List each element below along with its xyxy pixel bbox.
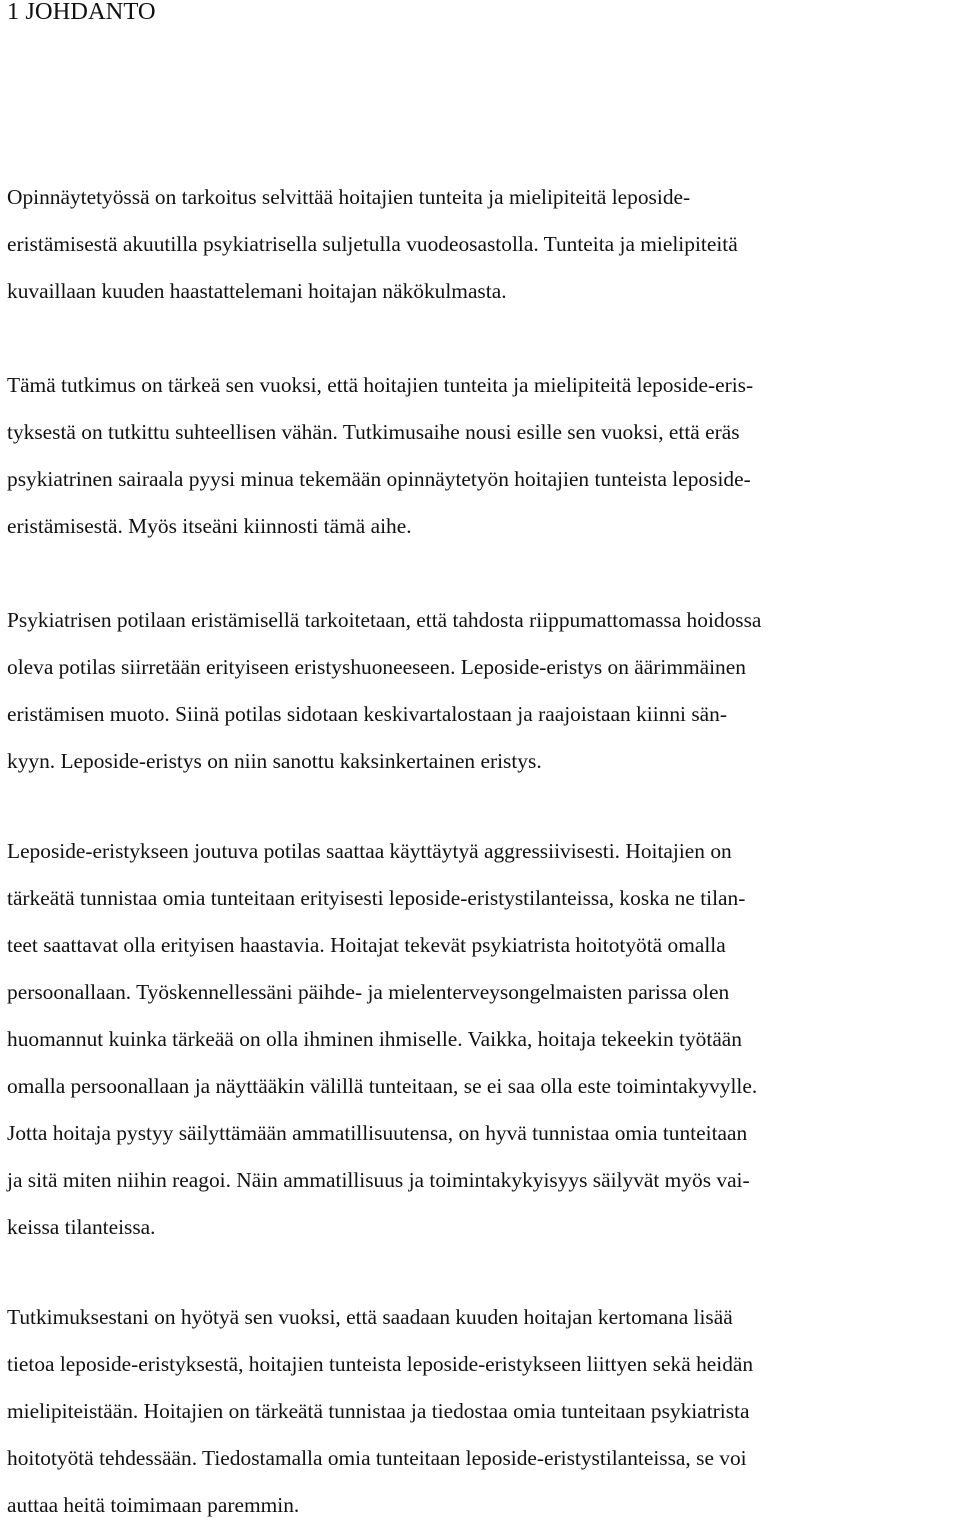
text-line: omalla persoonallaan ja näyttääkin välillä tunteitaan, se ei saa olla este toimintakyvylle. <box>7 1074 758 1098</box>
text-line: mielipiteistään. Hoitajien on tärkeätä tunnistaa ja tiedostaa omia tunteitaan psykiatrista <box>7 1399 750 1423</box>
chapter-heading: 1 JOHDANTO <box>7 0 156 25</box>
text-line: auttaa heitä toimimaan paremmin. <box>7 1493 300 1517</box>
text-line: Tämä tutkimus on tärkeä sen vuoksi, että hoitajien tunteita ja mielipiteitä leposide-eris- <box>7 373 754 397</box>
text-line: tärkeätä tunnistaa omia tunteitaan erityisesti leposide-eristystilanteissa, koska ne tilan- <box>7 886 746 910</box>
paragraph-5 <box>7 1294 753 1529</box>
text-line: psykiatrinen sairaala pyysi minua tekemään opinnäytetyön hoitajien tunteista leposide- <box>7 467 751 491</box>
text-line: kyyn. Leposide-eristys on niin sanottu kaksinkertainen eristys. <box>7 749 542 773</box>
text-line: tietoa leposide-eristyksestä, hoitajien tunteista leposide-eristykseen liittyen sekä heidän <box>7 1352 754 1376</box>
text-line: eristämisestä. Myös itseäni kiinnosti tämä aihe. <box>7 514 412 538</box>
text-line: huomannut kuinka tärkeää on olla ihminen ihmiselle. Vaikka, hoitaja tekeekin työtään <box>7 1027 742 1051</box>
text-line: keissa tilanteissa. <box>7 1215 156 1239</box>
text-line: tyksestä on tutkittu suhteellisen vähän. Tutkimusaihe nousi esille sen vuoksi, että eräs <box>7 420 740 444</box>
text-line: teet saattavat olla erityisen haastavia. Hoitajat tekevät psykiatrista hoitotyötä omalla <box>7 933 726 957</box>
text-line: eristämisen muoto. Siinä potilas sidotaan keskivartalostaan ja raajoistaan kiinni sän- <box>7 702 727 726</box>
text-line: persoonallaan. Työskennellessäni päihde- ja mielenterveysongelmaisten parissa olen <box>7 980 730 1004</box>
text-line: Tutkimuksestani on hyötyä sen vuoksi, että saadaan kuuden hoitajan kertomana lisää <box>7 1305 733 1329</box>
text-line: Leposide-eristykseen joutuva potilas saattaa käyttäytyä aggressiivisesti. Hoitajien on <box>7 839 732 863</box>
text-line: Jotta hoitaja pystyy säilyttämään ammatillisuutensa, on hyvä tunnistaa omia tunteitaan <box>7 1121 748 1145</box>
text-line: kuvaillaan kuuden haastattelemani hoitajan näkökulmasta. <box>7 279 507 303</box>
text-line: eristämisestä akuutilla psykiatrisella suljetulla vuodeosastolla. Tunteita ja mielipiteitä <box>7 232 738 256</box>
paragraph-4 <box>7 828 757 1251</box>
text-line: Opinnäytetyössä on tarkoitus selvittää hoitajien tunteita ja mielipiteitä leposide- <box>7 185 691 209</box>
text-line: hoitotyötä tehdessään. Tiedostamalla omia tunteitaan leposide-eristystilanteissa, se voi <box>7 1446 747 1470</box>
text-line: ja sitä miten niihin reagoi. Näin ammatillisuus ja toimintakykyisyys säilyvät myös vai- <box>7 1168 750 1192</box>
text-line: Psykiatrisen potilaan eristämisellä tarkoitetaan, että tahdosta riippumattomassa hoidossa <box>7 608 762 632</box>
paragraph-1 <box>7 174 738 315</box>
paragraph-3 <box>7 597 761 785</box>
text-line: oleva potilas siirretään erityiseen eristyshuoneeseen. Leposide-eristys on äärimmäinen <box>7 655 746 679</box>
paragraph-2 <box>7 362 753 550</box>
